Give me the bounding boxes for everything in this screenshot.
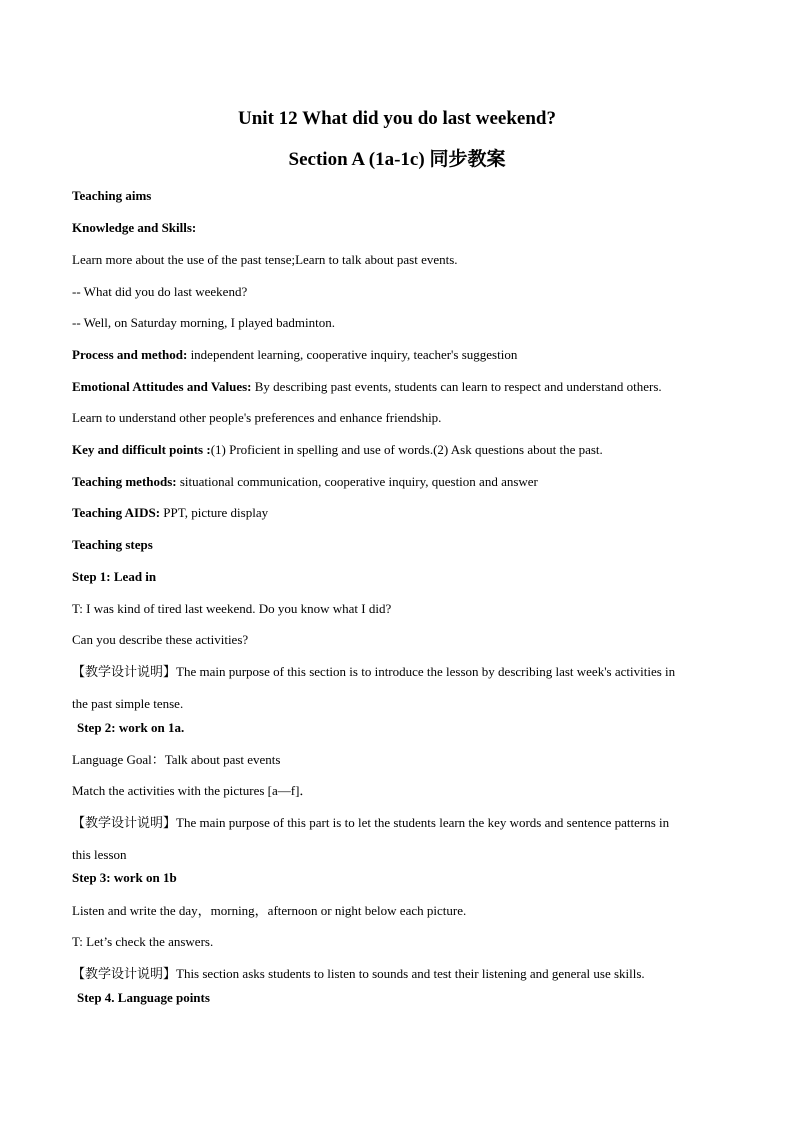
step2-heading: Step 2: work on 1a. bbox=[77, 720, 185, 735]
aids-label: Teaching AIDS: bbox=[72, 505, 161, 520]
teaching-steps-heading: Teaching steps bbox=[72, 537, 153, 552]
emotional-label: Emotional Attitudes and Values: bbox=[72, 379, 252, 394]
step4-heading: Step 4. Language points bbox=[77, 990, 210, 1005]
step1-note-line-2: the past simple tense. bbox=[72, 696, 184, 711]
step2-note-line-1: 【教学设计说明】The main purpose of this part is to let the students learn the key words and sentence patterns in bbox=[72, 815, 670, 830]
process-label: Process and method: bbox=[72, 347, 188, 362]
knowledge-line-1: Learn more about the use of the past tense;Learn to talk about past events. bbox=[72, 252, 458, 267]
step3-note-line-1: 【教学设计说明】This section asks students to listen to sounds and test their listening and general use skills. bbox=[72, 966, 645, 981]
key-points-label: Key and difficult points : bbox=[72, 442, 211, 457]
aids-text: PPT, picture display bbox=[160, 505, 269, 520]
document-title: Unit 12 What did you do last weekend? bbox=[238, 108, 556, 129]
methods-text: situational communication, cooperative inquiry, question and answer bbox=[176, 474, 538, 489]
aids-paragraph bbox=[72, 505, 732, 521]
emotional-text: By describing past events, students can learn to respect and understand others. bbox=[251, 379, 662, 394]
step2-note-line-2: this lesson bbox=[72, 847, 127, 862]
step3-line-2: T: Let’s check the answers. bbox=[72, 934, 214, 949]
step1-note-line-1: 【教学设计说明】The main purpose of this section is to introduce the lesson by describing last week's activities in bbox=[72, 664, 676, 679]
emotional-line-2: Learn to understand other people's preferences and enhance friendship. bbox=[72, 410, 442, 425]
key-points-paragraph bbox=[72, 442, 732, 458]
document-subtitle: Section A (1a-1c) 同步教案 bbox=[288, 149, 506, 170]
knowledge-line-3: -- Well, on Saturday morning, I played badminton. bbox=[72, 315, 335, 330]
methods-paragraph bbox=[72, 474, 732, 490]
step3-heading: Step 3: work on 1b bbox=[72, 870, 177, 885]
step2-line-2: Match the activities with the pictures [a—f]． bbox=[72, 783, 313, 798]
methods-label: Teaching methods: bbox=[72, 474, 177, 489]
step1-line-2: Can you describe these activities? bbox=[72, 632, 249, 647]
step1-line-1: T: I was kind of tired last weekend. Do you know what I did? bbox=[72, 601, 392, 616]
emotional-paragraph bbox=[72, 379, 732, 395]
knowledge-line-2: -- What did you do last weekend? bbox=[72, 284, 248, 299]
knowledge-heading: Knowledge and Skills: bbox=[72, 220, 197, 235]
teaching-aims-heading: Teaching aims bbox=[72, 188, 152, 203]
key-points-text: (1) Proficient in spelling and use of words.(2) Ask questions about the past. bbox=[210, 442, 603, 457]
process-text: independent learning, cooperative inquiry, teacher's suggestion bbox=[187, 347, 518, 362]
step2-line-1: Language Goal：Talk about past events bbox=[72, 752, 281, 767]
step1-heading: Step 1: Lead in bbox=[72, 569, 157, 584]
process-paragraph bbox=[72, 347, 732, 363]
step3-line-1: Listen and write the day，morning，afternoon or night below each picture. bbox=[72, 903, 467, 918]
